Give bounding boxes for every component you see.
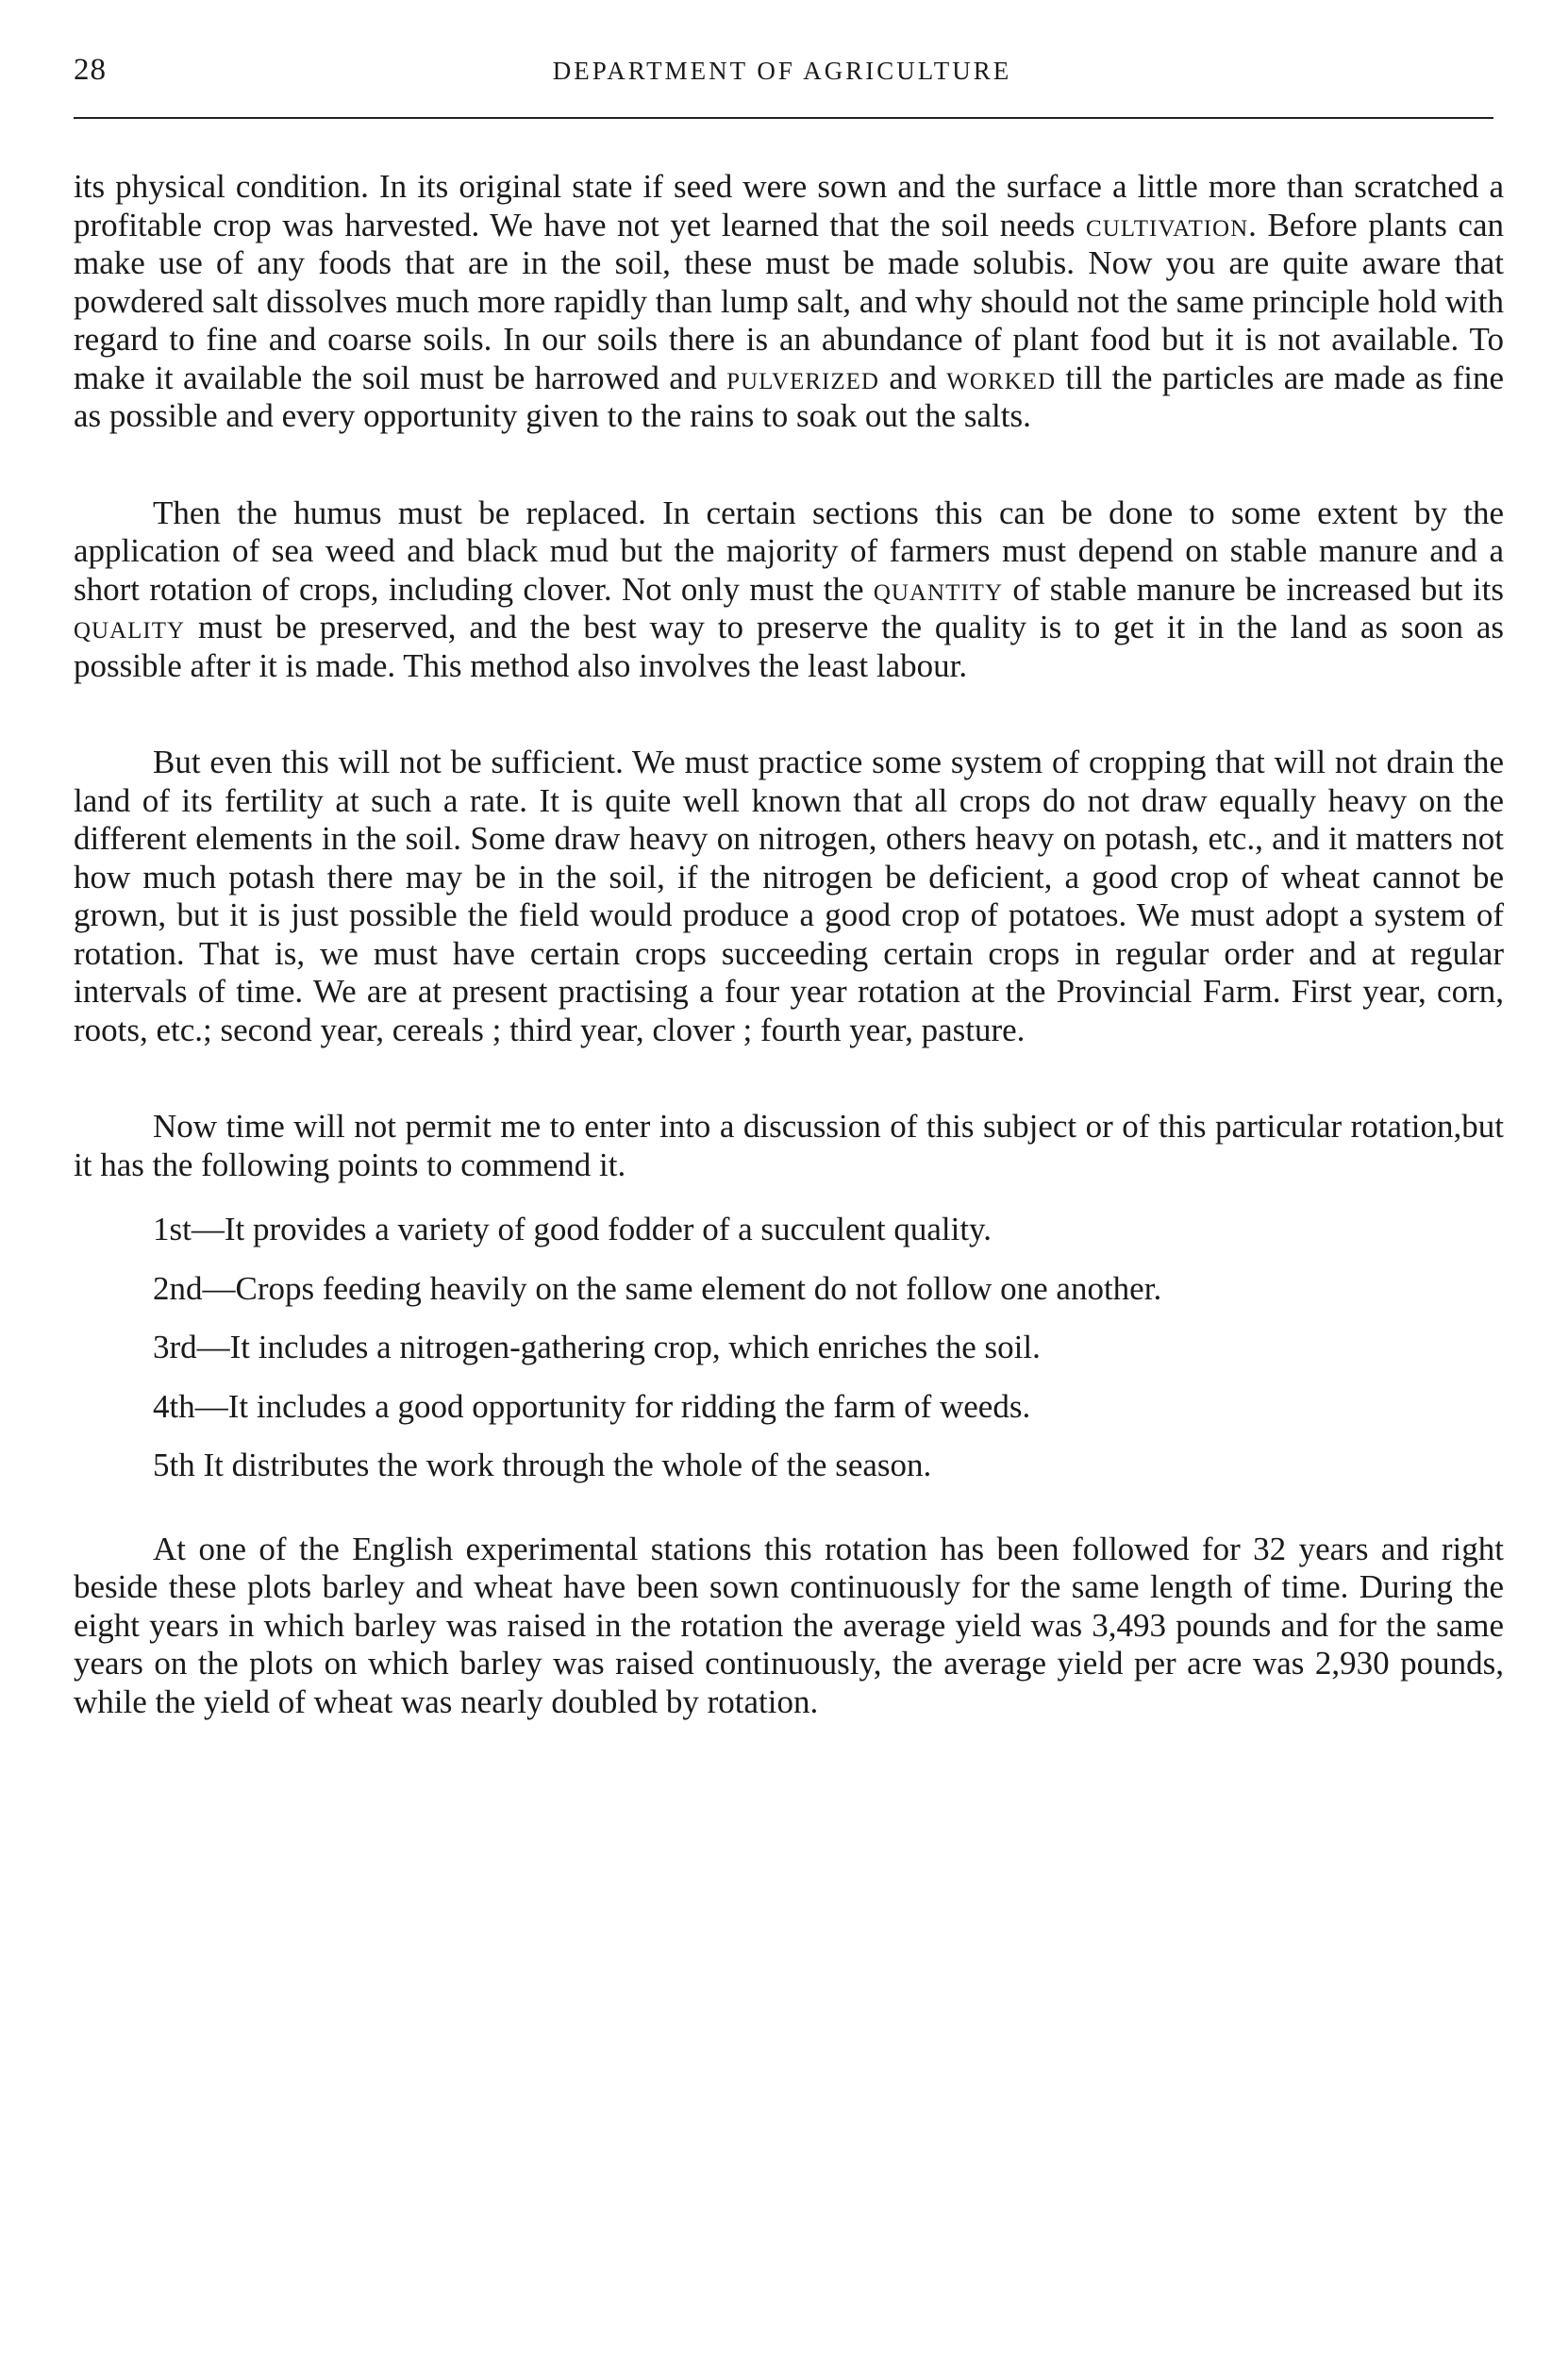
emphasis-quality: quality — [74, 609, 186, 645]
paragraph-2: Then the humus must be replaced. In certain sections this can be done to some extent by the application of sea weed and black mud but the majority of farmers must depend on stable manure and a short rotation of crops, including clover. Not only must the quantity of stable manure be increased but its quality must be preserved, and the best way to preserve the quality is to get it in the land as soon as possible after it is made. This method also involves the least labour. — [74, 494, 1504, 684]
paragraph-3: But even this will not be sufficient. We must practice some system of cropping that will not drain the land of its fertility at such a rate. It is quite well known that all crops do not draw equally heavy on the different elements in the soil. Some draw heavy on nitrogen, others heavy on potash, etc., and it matters not how much potash there may be in the soil, if the nitrogen be deficient, a good crop of wheat cannot be grown, but it is just possible the field would produce a good crop of potatoes. We must adopt a system of rotation. That is, we must have certain crops succeeding certain crops in regular order and at regular intervals of time. We are at present practising a four year rotation at the Provincial Farm. First year, corn, roots, etc.; second year, cereals ; third year, clover ; fourth year, pasture. — [74, 744, 1504, 1048]
emphasis-worked: worked — [946, 359, 1057, 396]
body-text — [74, 168, 1504, 1721]
list-item: 2nd—Crops feeding heavily on the same element do not follow one another. — [153, 1269, 1162, 1307]
header-rule — [74, 117, 1493, 119]
emphasis-quantity: quantity — [873, 570, 1003, 608]
rotation-points-list — [74, 1211, 1504, 1485]
list-item: 5th It distributes the work through the whole of the season. — [153, 1447, 932, 1483]
list-item: 3rd—It includes a nitrogen-gathering crop, which enriches the soil. — [153, 1329, 1041, 1365]
page-header — [74, 53, 1491, 109]
list-item: 1st—It provides a variety of good fodder of a succulent quality. — [153, 1211, 993, 1247]
paragraph-4: Now time will not permit me to enter into a discussion of this subject or of this particular rotation,but it has the following points to commend it. — [74, 1108, 1504, 1183]
page-number: 28 — [74, 53, 107, 87]
emphasis-cultivation: cultivation — [1086, 206, 1249, 243]
running-title: DEPARTMENT OF AGRICULTURE — [552, 57, 1012, 85]
emphasis-pulverized: pulverized — [726, 359, 879, 396]
paragraph-5: At one of the English experimental stations this rotation has been followed for 32 years and right beside these plots barley and wheat have been sown continuously for the same length of time. During the eight years in which barley was raised in the rotation the average yield was 3,493 pounds and for the same years on the plots on which barley was raised continuously, the average yield per acre was 2,930 pounds, while the yield of wheat was nearly doubled by rotation. — [74, 1530, 1504, 1720]
list-item: 4th—It includes a good opportunity for ridding the farm of weeds. — [153, 1387, 1031, 1425]
paragraph-1: its physical condition. In its original state if seed were sown and the surface a little more than scratched a profitable crop was harvested. We have not yet learned that the soil needs cultivation. Before plants can make use of any foods that are in the soil, these must be made solubis. Now you are quite aware that powdered salt dissolves much more rapidly than lump salt, and why should not the same principle hold with regard to fine and coarse soils. In our soils there is an abundance of plant food but it is not available. To make it available the soil must be harrowed and pulverized and worked till the particles are made as fine as possible and every opportunity given to the rains to soak out the salts. — [74, 168, 1504, 434]
